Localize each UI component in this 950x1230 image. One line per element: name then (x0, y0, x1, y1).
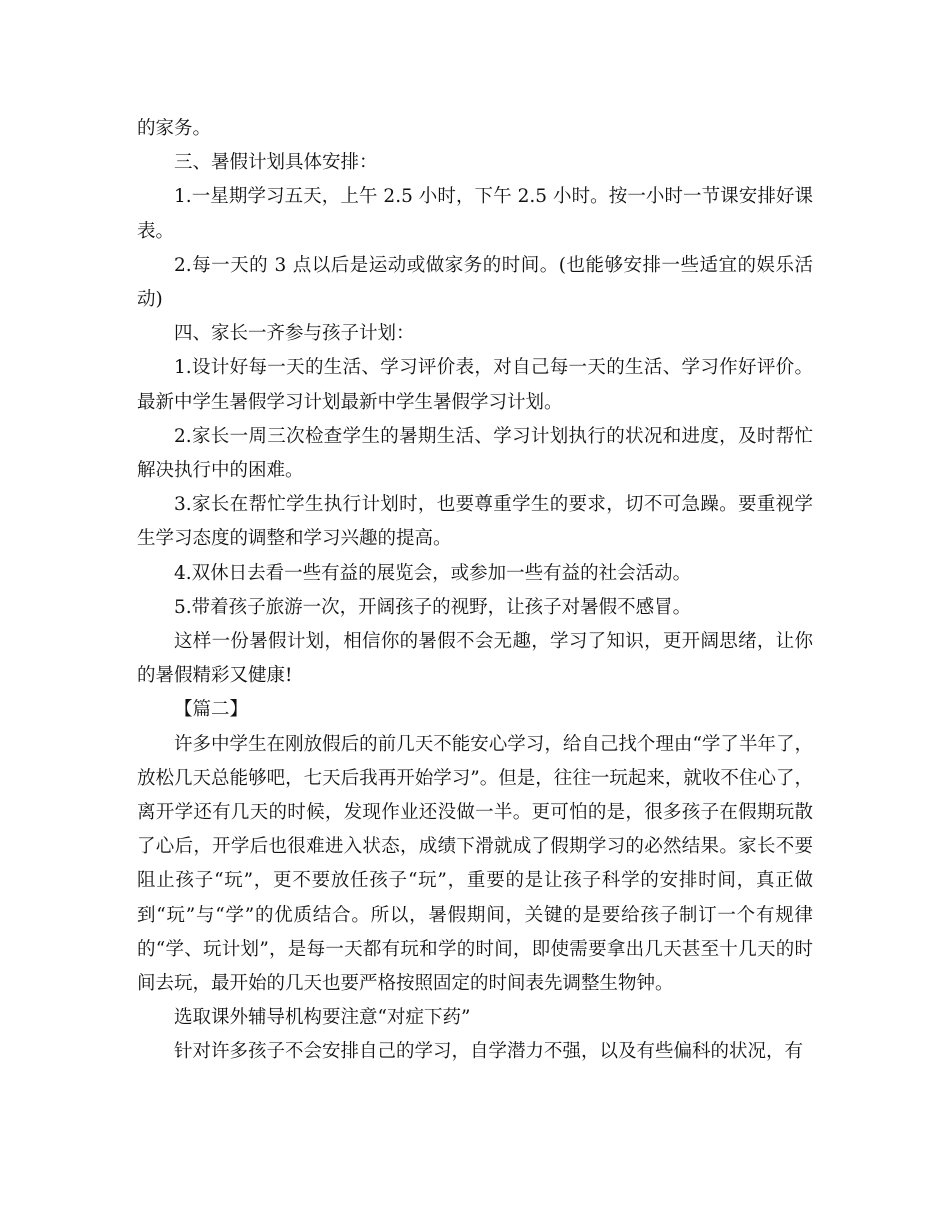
paragraph-part-two-body: 许多中学生在刚放假后的前几天不能安心学习，给自己找个理由“学了半年了，放松几天总能够吧，七天后我再开始学习”。但是，往往一玩起来，就收不住心了，离开学还有几天的时候，发现作业还没做一半。更可怕的是，很多孩子在假期玩散了心后，开学后也很难进入状态，成绩下滑就成了假期学习的必然结果。家长不要阻止孩子“玩”，更不要放任孩子“玩”，重要的是让孩子科学的安排时间，真正做到“玩”与“学”的优质结合。所以，暑假期间，关键的是要给孩子制订一个有规律的“学、玩计划”，是每一天都有玩和学的时间，即使需要拿出几天甚至十几天的时间去玩，最开始的几天也要严格按照固定的时间表先调整生物钟。 (137, 733, 813, 995)
paragraph-household-chores-end: 的家务。 (137, 118, 212, 139)
section-heading-part-two: 【篇二】 (174, 699, 249, 721)
list-item-weekend-exhibitions: 4.双休日去看一些有益的展览会，或参加一些有益的社会活动。 (174, 562, 692, 584)
list-item-respect-student: 3.家长在帮忙学生执行计划时，也要尊重学生的要求，切不可急躁。要重视学生学习态度的调整和学习兴趣的提高。 (137, 494, 813, 550)
list-item-evaluation-table: 1.设计好每一天的生活、学习评价表，对自己每一天的生活、学习作好评价。最新中学生暑假学习计划最新中学生暑假学习计划。 (137, 357, 813, 413)
paragraph-tutoring-start: 针对许多孩子不会安排自己的学习，自学潜力不强，以及有些偏科的状况，有 (174, 1041, 804, 1063)
list-item-weekly-study: 1.一星期学习五天，上午 2.5 小时，下午 2.5 小时。按一小时一节课安排好课表。 (137, 186, 813, 242)
list-item-afternoon-activities: 2.每一天的 3 点以后是运动或做家务的时间。(也能够安排一些适宜的娱乐活动) (137, 254, 813, 311)
list-item-family-trip: 5.带着孩子旅游一次，开阔孩子的视野，让孩子对暑假不感冒。 (174, 596, 692, 618)
list-item-parent-checks: 2.家长一周三次检查学生的暑期生活、学习计划执行的状况和进度，及时帮忙解决执行中的困难。 (137, 425, 813, 482)
subheading-tutoring-selection: 选取课外辅导机构要注意“对症下药” (174, 1007, 471, 1029)
section-heading-summer-schedule: 三、暑假计划具体安排： (174, 152, 378, 174)
section-heading-parent-participation: 四、家长一齐参与孩子计划： (174, 323, 415, 345)
document-body (137, 112, 813, 1070)
paragraph-summary: 这样一份暑假计划，相信你的暑假不会无趣，学习了知识，更开阔思绪，让你的暑假精彩又健康! (137, 631, 813, 687)
